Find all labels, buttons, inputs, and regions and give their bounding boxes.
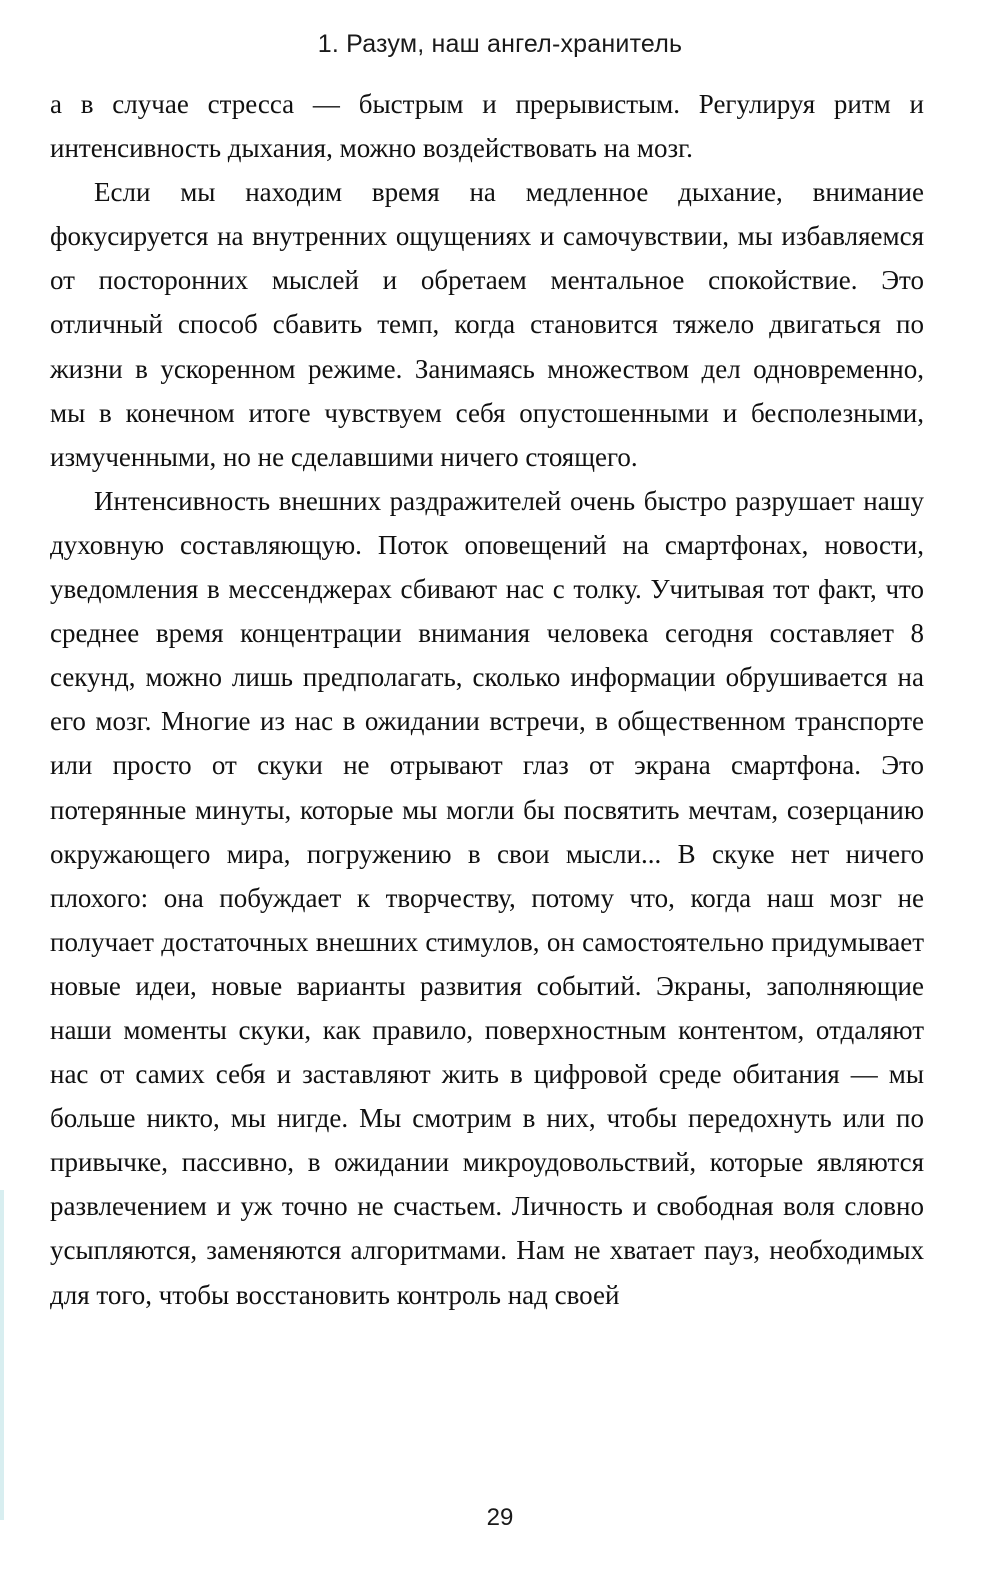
paragraph-stimuli: Интенсивность внешних раздражителей очень быстро разрушает нашу духовную составляющую. Поток оповещений на смартфонах, новости, уведомления в мессенджерах сбивают нас с толку. Учитывая тот факт, что среднее время концентрации внимания человека сегодня составляет 8 секунд, можно лишь предполагать, сколько информации обрушивается на его мозг. Многие из нас в ожидании встречи, в общественном транспорте или просто от скуки не отрывают глаз от экрана смартфона. Это потерянные минуты, которые мы могли бы посвятить мечтам, созерцанию окружающего мира, погружению в свои мысли... В скуке нет ничего плохого: она побуждает к творчеству, потому что, когда наш мозг не получает достаточных внешних стимулов, он самостоятельно придумывает новые идеи, новые варианты развития событий. Экраны, заполняющие наши моменты скуки, как правило, поверхностным контентом, отдаляют нас от самих себя и заставляют жить в цифровой среде обитания — мы больше никто, мы нигде. Мы смотрим в них, чтобы передохнуть или по привычке, пассивно, в ожидании микроудовольствий, которые являются развлечением и уж точно не счастьем. Личность и свободная воля словно усыпляются, заменяются алгоритмами. Нам не хватает пауз, необходимых для того, чтобы восстановить контроль над своей (50, 485, 924, 1310)
page-edge-tint (0, 1190, 4, 1520)
running-head: 1. Разум, наш ангел-хранитель (317, 30, 683, 58)
body-text (50, 82, 924, 1317)
page-number: 29 (486, 1504, 514, 1531)
paragraph-breathing: Если мы находим время на медленное дыхание, внимание фокусируется на внутренних ощущениях и самочувствии, мы избавляемся от посторонних мыслей и обретаем ментальное спокойствие. Это отличный способ сбавить темп, когда становится тяжело двигаться по жизни в ускоренном режиме. Занимаясь множеством дел одновременно, мы в конечном итоге чувствуем себя опустошенными и бесполезными, измученными, но не сделавшими ничего стоящего. (50, 177, 924, 472)
paragraph-continued: а в случае стресса — быстрым и прерывистым. Регулируя ритм и интенсивность дыхания, можно воздействовать на мозг. (50, 89, 924, 164)
